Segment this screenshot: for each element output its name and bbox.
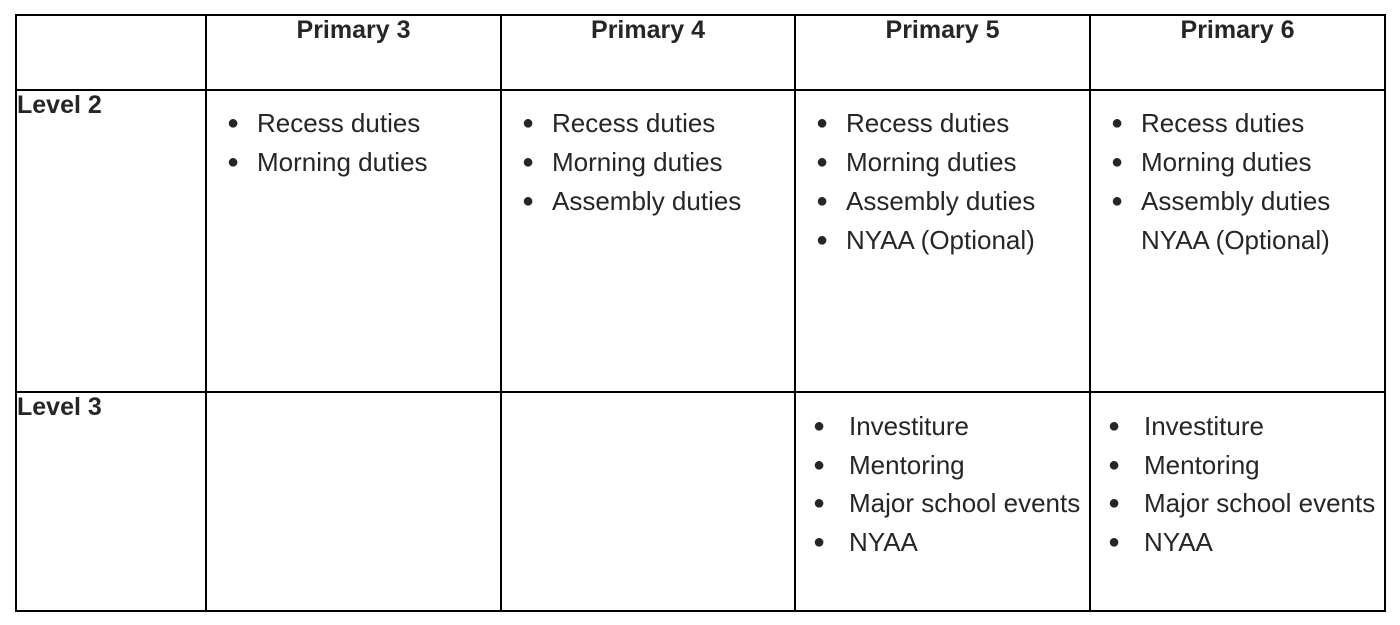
list-item — [502, 104, 794, 143]
list-item — [796, 182, 1089, 221]
corner-cell — [16, 15, 206, 90]
list-item-text: NYAA — [849, 526, 918, 557]
bullet-icon: ● — [1108, 453, 1121, 476]
bullet-icon: ● — [816, 190, 829, 212]
list-item-text: Major school events — [849, 488, 1081, 518]
list-item — [1091, 104, 1384, 143]
bullet-icon: ● — [1108, 415, 1121, 437]
duty-table — [15, 14, 1386, 612]
bullet-icon: ● — [813, 453, 826, 476]
list-item — [796, 407, 1089, 446]
list-item — [1091, 484, 1384, 523]
bullet-icon: ● — [227, 112, 240, 134]
column-header-primary-5: Primary 5 — [795, 15, 1090, 90]
bullet-icon: ● — [816, 229, 829, 251]
cell-level-3-primary-4 — [501, 392, 795, 611]
bullet-icon: ● — [816, 151, 829, 173]
cell-level-2-primary-6 — [1090, 90, 1385, 392]
row-level-2 — [16, 90, 1385, 392]
list-item — [796, 221, 1089, 260]
list-item-text: Morning duties — [552, 147, 723, 177]
bullet-icon: ● — [1111, 112, 1124, 134]
bullet-icon: ● — [227, 151, 240, 173]
list-item — [502, 143, 794, 182]
list-item-text: Mentoring — [1144, 449, 1260, 480]
list-item-text: Morning duties — [257, 147, 428, 177]
list-item — [796, 523, 1089, 562]
bullet-icon: ● — [1108, 530, 1121, 553]
bullet-icon: ● — [813, 530, 826, 553]
list-item-text: Morning duties — [846, 147, 1017, 177]
list-item-text: NYAA — [1144, 526, 1213, 557]
cell-level-3-primary-3 — [206, 392, 501, 611]
list-item — [1091, 221, 1384, 260]
bullet-icon: ● — [522, 190, 535, 212]
list-item-text: Morning duties — [1141, 147, 1312, 177]
list-item — [796, 143, 1089, 182]
list-item-text: Mentoring — [849, 449, 965, 480]
column-header-primary-4: Primary 4 — [501, 15, 795, 90]
list-item — [1091, 523, 1384, 562]
bullet-icon: ● — [813, 415, 826, 437]
cell-level-2-primary-4 — [501, 90, 795, 392]
list-item — [1091, 182, 1384, 221]
list-item — [796, 484, 1089, 523]
list-item-text: Assembly duties — [1141, 186, 1331, 216]
bullet-icon: ● — [522, 112, 535, 134]
list-item-text: Assembly duties — [552, 186, 742, 216]
list-item-text: Investiture — [1144, 411, 1264, 441]
list-item-text: NYAA (Optional) — [1141, 225, 1330, 255]
list-item-text: Recess duties — [257, 108, 421, 138]
cell-level-2-primary-3 — [206, 90, 501, 392]
list-item — [1091, 407, 1384, 446]
bullet-icon: ● — [522, 151, 535, 173]
bullet-icon: ● — [816, 112, 829, 134]
cell-level-3-primary-6 — [1090, 392, 1385, 611]
list-item-text: NYAA (Optional) — [846, 225, 1035, 255]
list-item — [1091, 143, 1384, 182]
list-item — [207, 104, 500, 143]
header-row — [16, 15, 1385, 90]
column-header-primary-3: Primary 3 — [206, 15, 501, 90]
column-header-primary-6: Primary 6 — [1090, 15, 1385, 90]
bullet-icon: ● — [1111, 190, 1124, 212]
cell-level-2-primary-5 — [795, 90, 1090, 392]
list-item — [1091, 446, 1384, 485]
list-item — [207, 143, 500, 182]
list-item-text: Assembly duties — [846, 186, 1036, 216]
bullet-icon: ● — [813, 492, 826, 514]
list-item-text: Recess duties — [1141, 108, 1305, 138]
bullet-icon: ● — [1111, 151, 1124, 173]
cell-level-3-primary-5 — [795, 392, 1090, 611]
list-item — [796, 446, 1089, 485]
row-header-level-3: Level 3 — [16, 392, 206, 611]
row-header-level-2: Level 2 — [16, 90, 206, 392]
list-item-text: Investiture — [849, 411, 969, 441]
list-item-text: Recess duties — [552, 108, 716, 138]
row-level-3 — [16, 392, 1385, 611]
bullet-icon: ● — [1108, 492, 1121, 514]
list-item-text: Major school events — [1144, 488, 1376, 518]
list-item — [796, 104, 1089, 143]
list-item-text: Recess duties — [846, 108, 1010, 138]
list-item — [502, 182, 794, 221]
